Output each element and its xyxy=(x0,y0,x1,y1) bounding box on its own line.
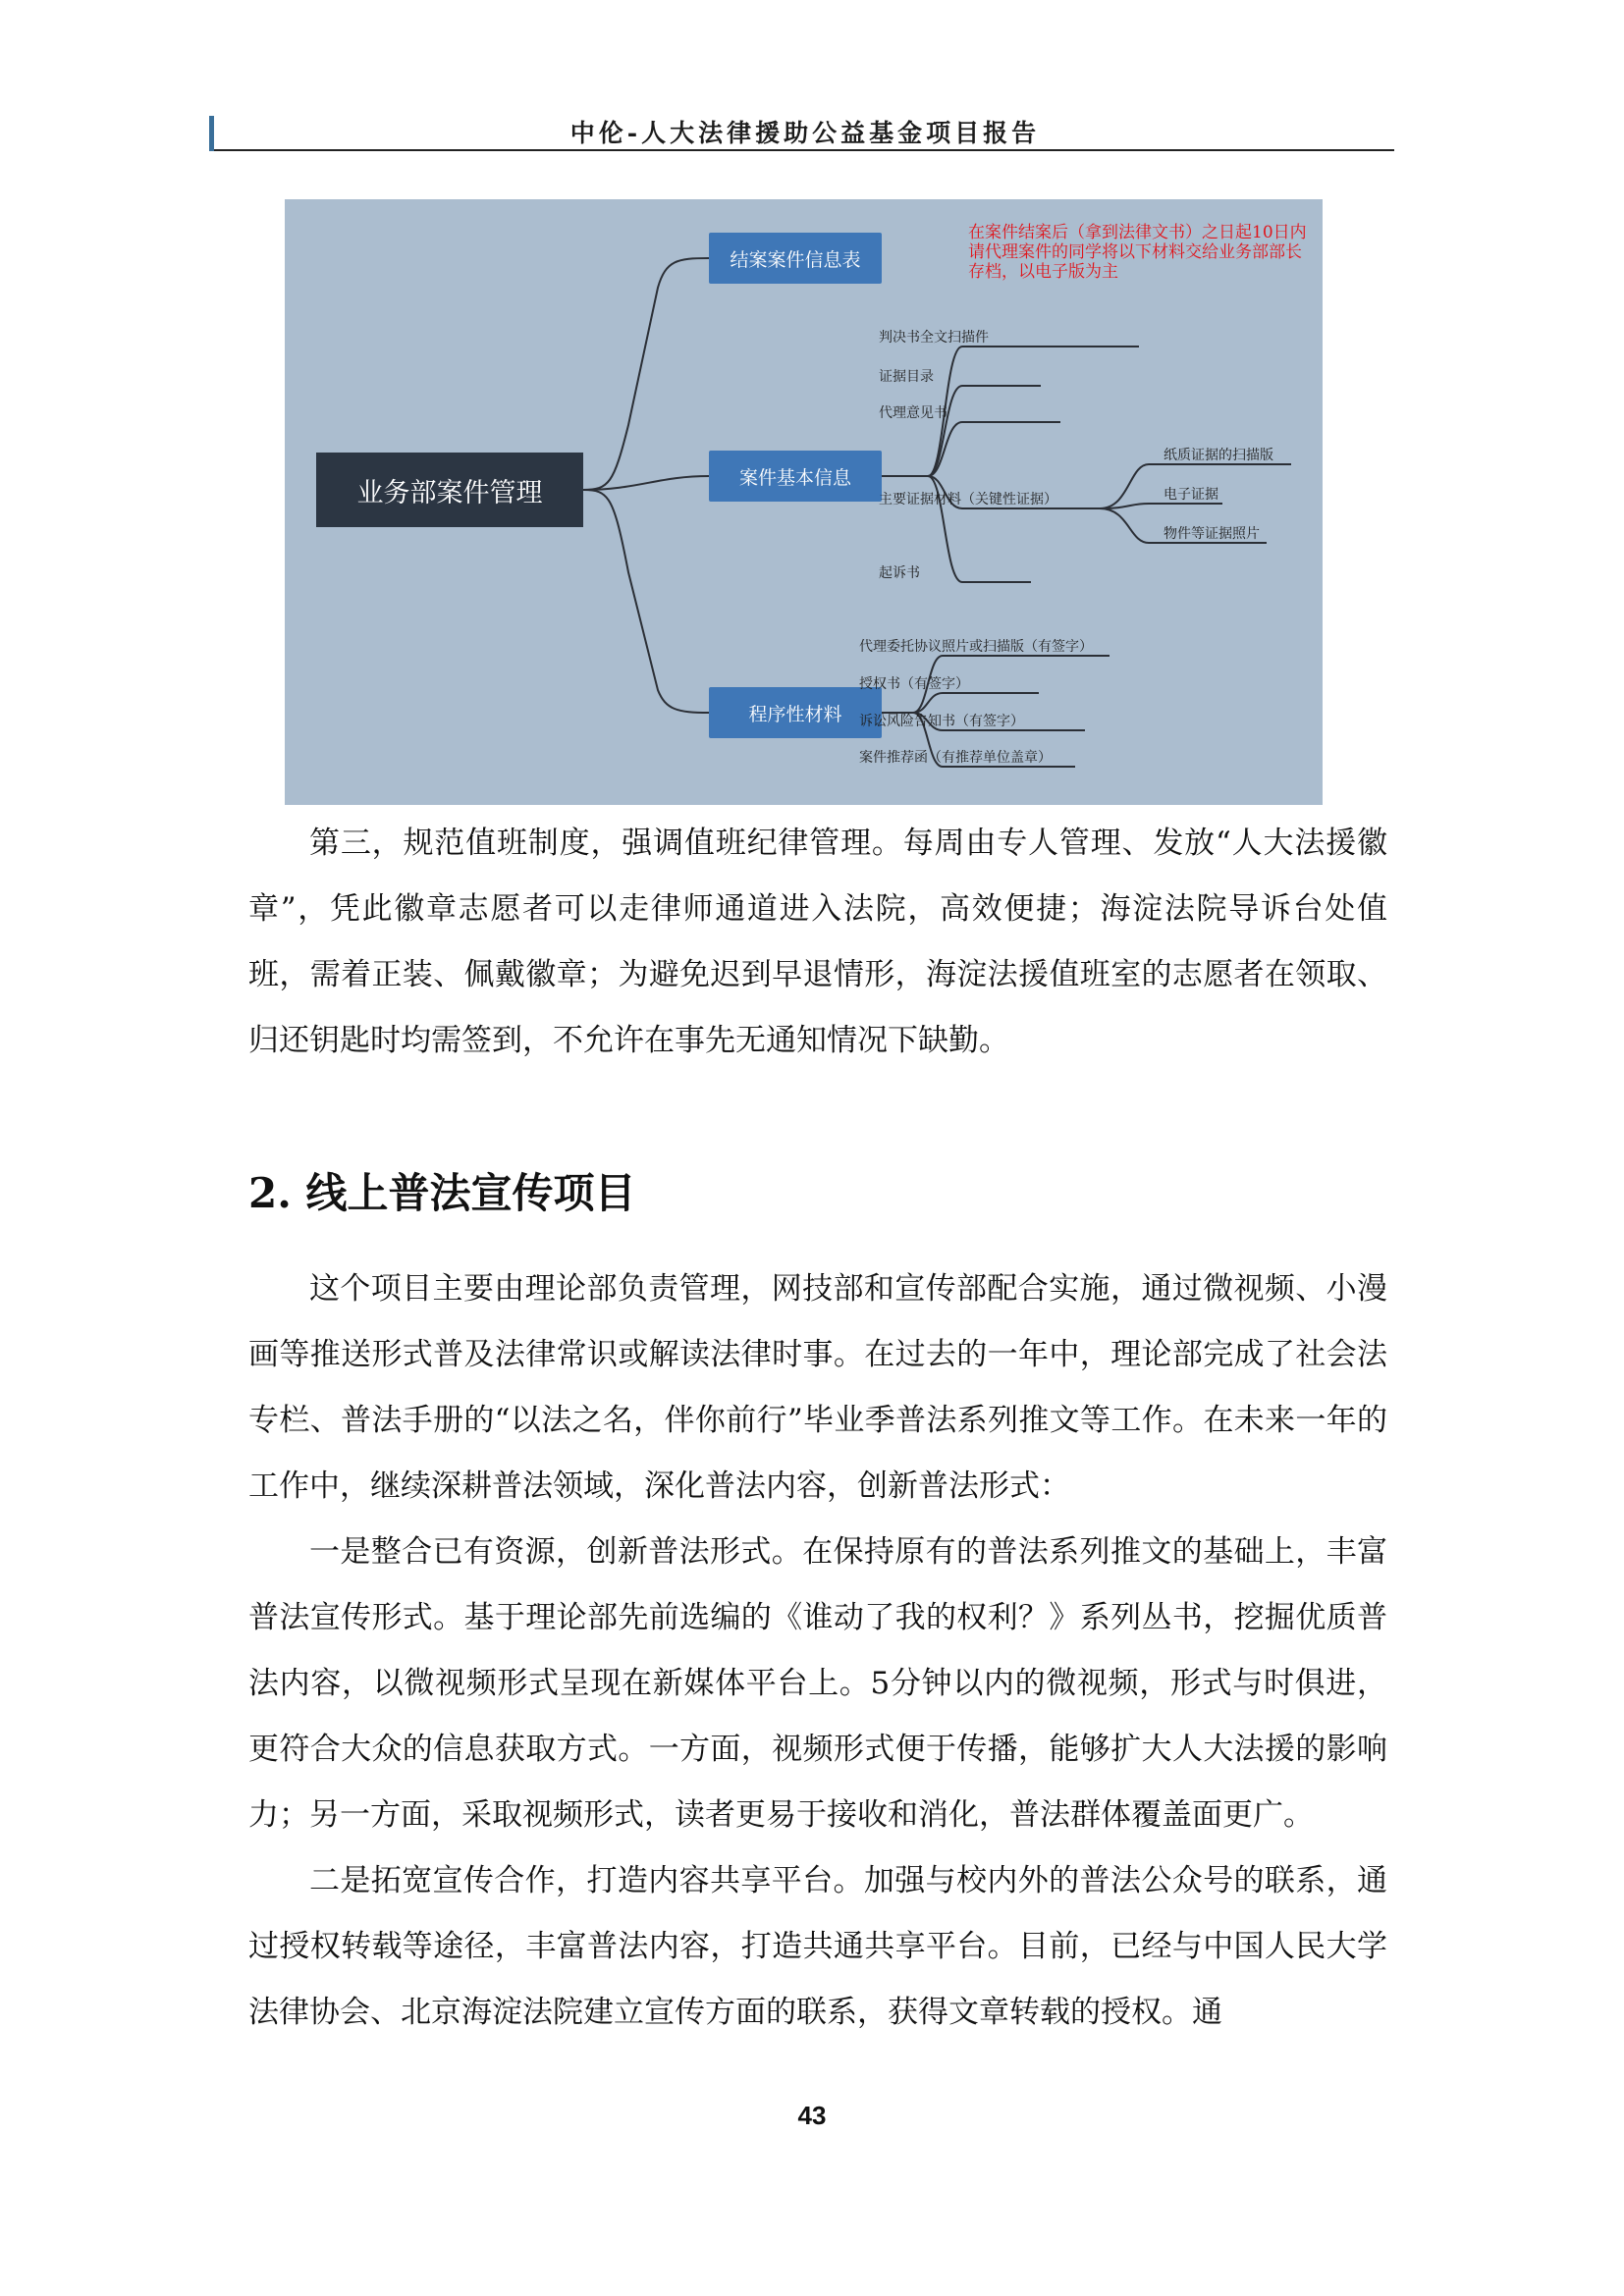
leaf-main-evidence: 主要证据材料（关键性证据） xyxy=(879,492,1057,507)
leaf-agency-opinion: 代理意见书 xyxy=(879,405,947,421)
paragraph: 第三，规范值班制度，强调值班纪律管理。每周由专人管理、发放“人大法援徽章”，凭此徽章志愿者可以走律师通道进入法院，高效便捷；海淀法院导诉台处值班，需着正装、佩戴徽章；为避免迟到早退情形，海淀法援值班室的志愿者在领取、归还钥匙时均需签到，不允许在事先无通知情况下缺勤。 xyxy=(248,826,1387,1058)
page-header-title: 中伦-人大法律援助公益基金项目报告 xyxy=(569,119,1041,147)
leaf-judgment-scan: 判决书全文扫描件 xyxy=(879,330,989,346)
paragraph: 一是整合已有资源，创新普法形式。在保持原有的普法系列推文的基础上，丰富普法宣传形式。基于理论部先前选编的《谁动了我的权利？》系列丛书，挖掘优质普法内容，以微视频形式呈现在新媒体平台上。5分钟以内的微视频，形式与时俱进，更符合大众的信息获取方式。一方面，视频形式便于传播，能够扩大人大法援的影响力；另一方面，采取视频形式，读者更易于接收和消化，普法群体覆盖面更广。 xyxy=(248,1534,1387,1833)
section-heading: 2. 线上普法宣传项目 xyxy=(248,1169,636,1217)
subleaf-object-photos: 物件等证据照片 xyxy=(1164,526,1260,542)
leaf-agency-agreement: 代理委托协议照片或扫描版（有签字） xyxy=(859,639,1093,655)
body-text-top xyxy=(248,811,1387,1074)
leaf-recommendation-letter: 案件推荐函（有推荐单位盖章） xyxy=(859,750,1052,766)
branch-closed-case-info: 结案案件信息表 xyxy=(709,233,882,284)
header-accent-bar xyxy=(209,116,214,151)
subleaf-electronic-evidence: 电子证据 xyxy=(1164,487,1218,503)
branch-case-basic-info: 案件基本信息 xyxy=(709,451,882,502)
leaf-complaint: 起诉书 xyxy=(879,565,920,581)
leaf-risk-notice: 诉讼风险告知书（有签字） xyxy=(859,714,1024,729)
mind-map-red-note: 在案件结案后（拿到法律文书）之日起10日内请代理案件的同学将以下材料交给业务部部长存档，以电子版为主 xyxy=(968,223,1307,282)
body-text-bottom xyxy=(248,1256,1387,2046)
subleaf-paper-evidence-scan: 纸质证据的扫描版 xyxy=(1164,448,1273,463)
mind-map-root: 业务部案件管理 xyxy=(316,453,583,527)
header-divider xyxy=(214,149,1394,151)
paragraph: 二是拓宽宣传合作，打造内容共享平台。加强与校内外的普法公众号的联系，通过授权转载等途径，丰富普法内容，打造共通共享平台。目前，已经与中国人民大学法律协会、北京海淀法院建立宣传方面的联系，获得文章转载的授权。通 xyxy=(248,1863,1387,2030)
leaf-power-of-attorney: 授权书（有签字） xyxy=(859,676,969,692)
mind-map-figure xyxy=(285,199,1323,805)
branch-procedural-materials: 程序性材料 xyxy=(709,687,882,738)
page-number: 43 xyxy=(797,2101,827,2130)
leaf-evidence-list: 证据目录 xyxy=(879,369,934,385)
paragraph: 这个项目主要由理论部负责管理，网技部和宣传部配合实施，通过微视频、小漫画等推送形式普及法律常识或解读法律时事。在过去的一年中，理论部完成了社会法专栏、普法手册的“以法之名，伴你前行”毕业季普法系列推文等工作。在未来一年的工作中，继续深耕普法领域，深化普法内容，创新普法形式： xyxy=(248,1271,1387,1504)
